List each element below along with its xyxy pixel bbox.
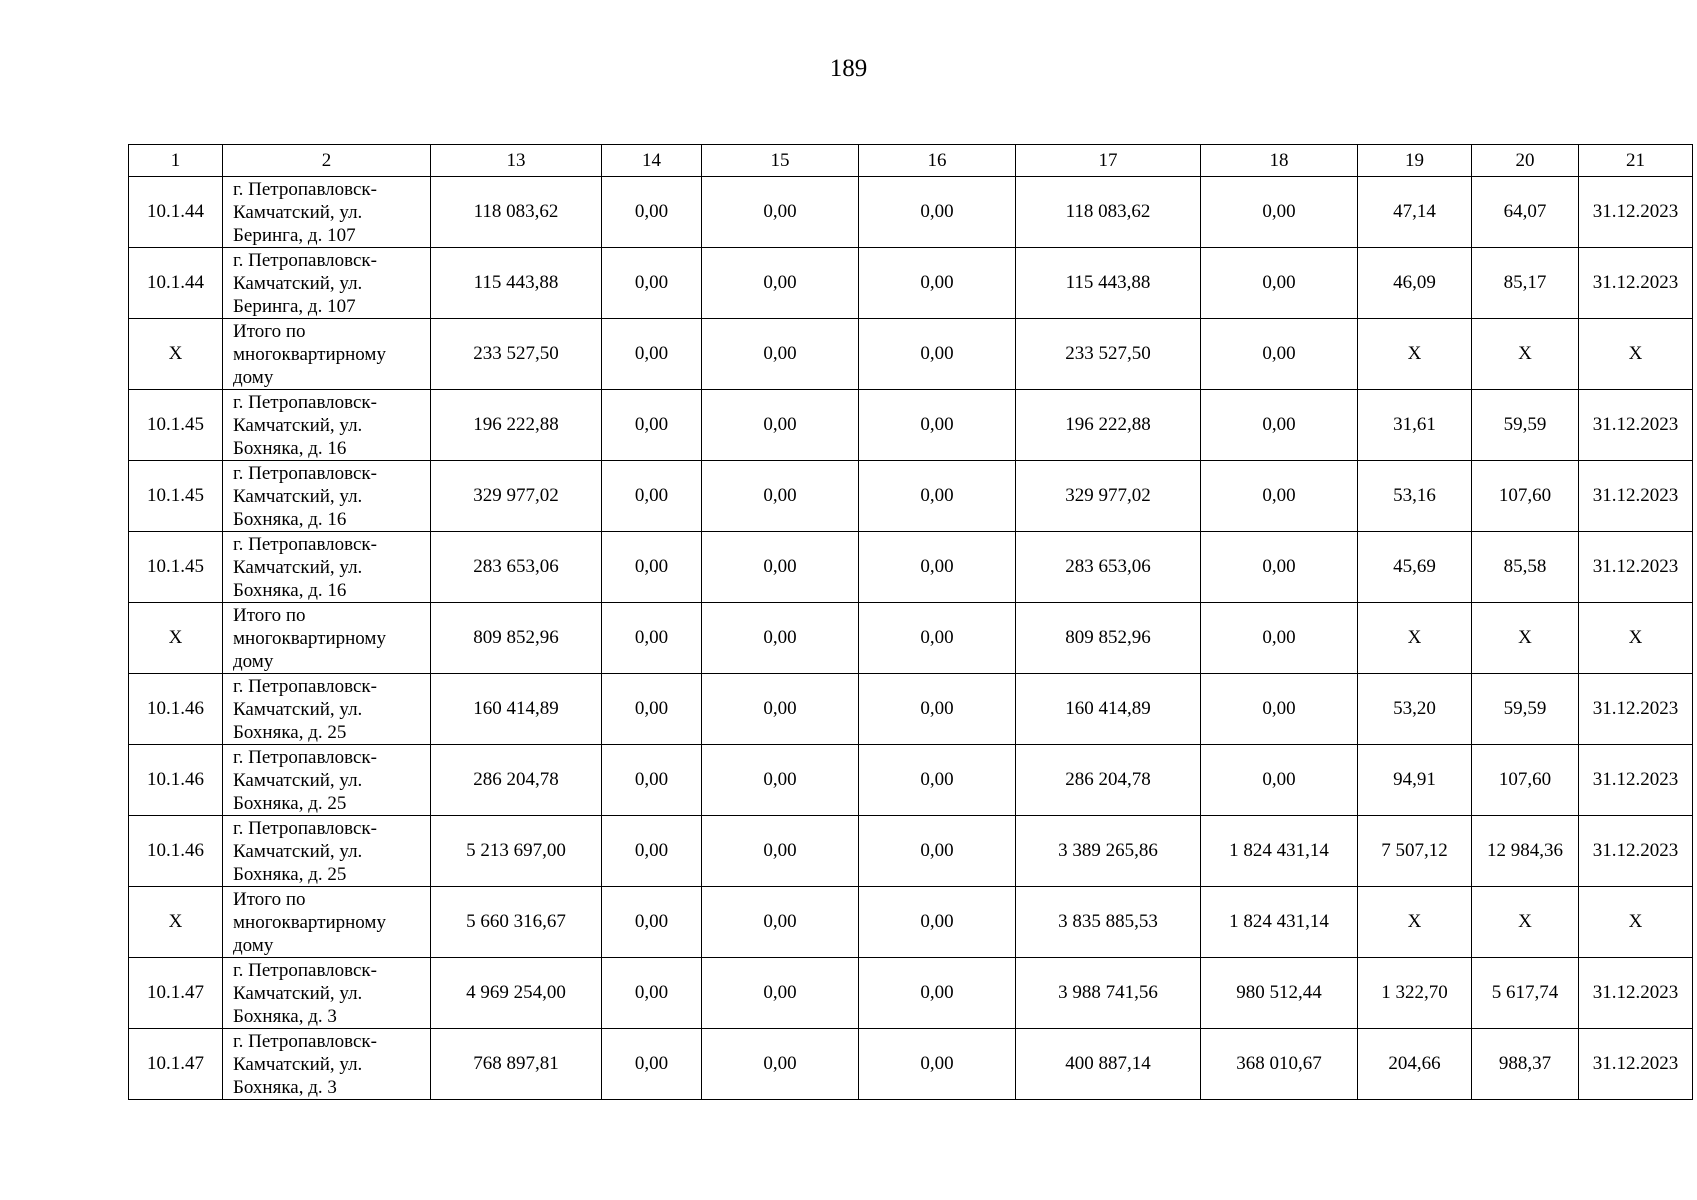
table-cell: 3 389 265,86	[1016, 816, 1201, 887]
address-cell: Итого по многоквартирному дому	[223, 603, 431, 674]
table-cell: 118 083,62	[431, 177, 602, 248]
table-cell: 7 507,12	[1358, 816, 1472, 887]
table-cell: 1 824 431,14	[1201, 887, 1358, 958]
table-cell: 115 443,88	[1016, 248, 1201, 319]
table-cell: X	[129, 887, 223, 958]
table-row	[129, 745, 1693, 816]
table-cell: 10.1.45	[129, 461, 223, 532]
table-cell: 233 527,50	[431, 319, 602, 390]
table-cell: 5 617,74	[1472, 958, 1579, 1029]
table-cell: 10.1.47	[129, 958, 223, 1029]
table-cell: 10.1.46	[129, 745, 223, 816]
address-cell: г. Петропавловск-Камчатский, ул. Бохняка, д. 25	[223, 816, 431, 887]
table-row	[129, 390, 1693, 461]
table-cell: 0,00	[859, 390, 1016, 461]
table-cell: 0,00	[859, 674, 1016, 745]
table-cell: 0,00	[859, 177, 1016, 248]
table-cell: 10.1.46	[129, 816, 223, 887]
table-cell: 160 414,89	[431, 674, 602, 745]
table-cell: 10.1.47	[129, 1029, 223, 1100]
table-cell: 3 988 741,56	[1016, 958, 1201, 1029]
table-row	[129, 887, 1693, 958]
table-cell: 0,00	[702, 461, 859, 532]
table-cell: 0,00	[602, 390, 702, 461]
table-cell: 0,00	[859, 319, 1016, 390]
column-header: 18	[1201, 145, 1358, 177]
table-cell: 45,69	[1358, 532, 1472, 603]
address-cell: г. Петропавловск-Камчатский, ул. Бохняка, д. 16	[223, 532, 431, 603]
table-cell: 988,37	[1472, 1029, 1579, 1100]
table-cell: 0,00	[602, 958, 702, 1029]
table-cell: 4 969 254,00	[431, 958, 602, 1029]
address-cell: Итого по многоквартирному дому	[223, 887, 431, 958]
table-row	[129, 603, 1693, 674]
column-header: 13	[431, 145, 602, 177]
data-table	[128, 144, 1693, 1100]
table-cell: 12 984,36	[1472, 816, 1579, 887]
table-cell: 0,00	[602, 887, 702, 958]
table-cell: 0,00	[859, 745, 1016, 816]
table-cell: 0,00	[702, 248, 859, 319]
table-cell: 0,00	[859, 532, 1016, 603]
table-cell: 0,00	[1201, 603, 1358, 674]
table-cell: X	[1358, 603, 1472, 674]
table-row	[129, 674, 1693, 745]
table-cell: 0,00	[1201, 319, 1358, 390]
table-cell: 85,58	[1472, 532, 1579, 603]
table-cell: 204,66	[1358, 1029, 1472, 1100]
table-cell: 0,00	[602, 745, 702, 816]
table-cell: 107,60	[1472, 461, 1579, 532]
table-row	[129, 319, 1693, 390]
table-cell: 0,00	[702, 887, 859, 958]
table-cell: 0,00	[702, 745, 859, 816]
table-cell: 768 897,81	[431, 1029, 602, 1100]
table-cell: 0,00	[702, 319, 859, 390]
table-cell: 0,00	[859, 887, 1016, 958]
table-cell: 10.1.44	[129, 177, 223, 248]
table-cell: 0,00	[702, 603, 859, 674]
table-cell: 5 660 316,67	[431, 887, 602, 958]
address-cell: г. Петропавловск-Камчатский, ул. Бохняка, д. 16	[223, 390, 431, 461]
table-cell: 107,60	[1472, 745, 1579, 816]
table-cell: 1 824 431,14	[1201, 816, 1358, 887]
table-row	[129, 816, 1693, 887]
table-cell: 0,00	[602, 674, 702, 745]
table-row	[129, 532, 1693, 603]
table-cell: 53,20	[1358, 674, 1472, 745]
table-row	[129, 248, 1693, 319]
table-cell: 809 852,96	[431, 603, 602, 674]
table-row	[129, 177, 1693, 248]
table-cell: X	[1579, 887, 1693, 958]
address-cell: г. Петропавловск-Камчатский, ул. Бохняка, д. 16	[223, 461, 431, 532]
table-cell: 0,00	[602, 248, 702, 319]
table-cell: 0,00	[1201, 390, 1358, 461]
table-cell: 85,17	[1472, 248, 1579, 319]
table-cell: 31.12.2023	[1579, 958, 1693, 1029]
address-cell: г. Петропавловск-Камчатский, ул. Бохняка, д. 25	[223, 745, 431, 816]
table-cell: X	[1472, 603, 1579, 674]
table-cell: 0,00	[1201, 674, 1358, 745]
table-cell: 64,07	[1472, 177, 1579, 248]
table-cell: 31,61	[1358, 390, 1472, 461]
table-cell: 0,00	[702, 532, 859, 603]
table-cell: 5 213 697,00	[431, 816, 602, 887]
table-cell: 0,00	[859, 958, 1016, 1029]
column-header: 16	[859, 145, 1016, 177]
table-cell: 10.1.45	[129, 390, 223, 461]
table-cell: 47,14	[1358, 177, 1472, 248]
table-cell: 0,00	[602, 319, 702, 390]
table-cell: 0,00	[859, 248, 1016, 319]
table-cell: 329 977,02	[431, 461, 602, 532]
column-header: 20	[1472, 145, 1579, 177]
table-cell: 10.1.44	[129, 248, 223, 319]
table-cell: X	[1579, 319, 1693, 390]
table-cell: 286 204,78	[431, 745, 602, 816]
table-cell: 0,00	[602, 1029, 702, 1100]
table-cell: X	[1472, 887, 1579, 958]
table-cell: 196 222,88	[1016, 390, 1201, 461]
table-cell: 31.12.2023	[1579, 248, 1693, 319]
table-cell: 0,00	[1201, 177, 1358, 248]
table-cell: 31.12.2023	[1579, 674, 1693, 745]
table-cell: 10.1.46	[129, 674, 223, 745]
table-cell: 94,91	[1358, 745, 1472, 816]
table-cell: 3 835 885,53	[1016, 887, 1201, 958]
table-cell: 0,00	[859, 816, 1016, 887]
table-cell: X	[129, 319, 223, 390]
address-cell: Итого по многоквартирному дому	[223, 319, 431, 390]
table-cell: X	[1358, 319, 1472, 390]
table-cell: 1 322,70	[1358, 958, 1472, 1029]
table-cell: 329 977,02	[1016, 461, 1201, 532]
table-cell: 283 653,06	[431, 532, 602, 603]
table-row	[129, 958, 1693, 1029]
table-cell: 0,00	[602, 816, 702, 887]
table-cell: 31.12.2023	[1579, 461, 1693, 532]
table-cell: 10.1.45	[129, 532, 223, 603]
table-cell: 196 222,88	[431, 390, 602, 461]
column-header: 21	[1579, 145, 1693, 177]
table-cell: 0,00	[859, 461, 1016, 532]
table-cell: 115 443,88	[431, 248, 602, 319]
table-cell: 118 083,62	[1016, 177, 1201, 248]
address-cell: г. Петропавловск-Камчатский, ул. Бохняка, д. 25	[223, 674, 431, 745]
table-cell: X	[129, 603, 223, 674]
table-cell: 400 887,14	[1016, 1029, 1201, 1100]
header-row	[129, 145, 1693, 177]
column-header: 19	[1358, 145, 1472, 177]
table-cell: 31.12.2023	[1579, 745, 1693, 816]
address-cell: г. Петропавловск-Камчатский, ул. Бохняка, д. 3	[223, 958, 431, 1029]
table-header	[129, 145, 1693, 177]
table-cell: 0,00	[702, 958, 859, 1029]
table-body	[129, 177, 1693, 1100]
table-cell: 53,16	[1358, 461, 1472, 532]
table-cell: 59,59	[1472, 390, 1579, 461]
table-cell: 46,09	[1358, 248, 1472, 319]
table-cell: 286 204,78	[1016, 745, 1201, 816]
table-cell: 0,00	[602, 532, 702, 603]
table-cell: 0,00	[602, 461, 702, 532]
table-cell: X	[1579, 603, 1693, 674]
table-cell: 368 010,67	[1201, 1029, 1358, 1100]
table-cell: 160 414,89	[1016, 674, 1201, 745]
column-header: 2	[223, 145, 431, 177]
table-cell: 0,00	[1201, 248, 1358, 319]
table-cell: 980 512,44	[1201, 958, 1358, 1029]
table-cell: 0,00	[859, 603, 1016, 674]
table-cell: 0,00	[702, 674, 859, 745]
table-cell: 31.12.2023	[1579, 816, 1693, 887]
table-cell: 0,00	[702, 816, 859, 887]
table-row	[129, 1029, 1693, 1100]
address-cell: г. Петропавловск-Камчатский, ул. Беринга, д. 107	[223, 177, 431, 248]
column-header: 1	[129, 145, 223, 177]
table-cell: 0,00	[602, 177, 702, 248]
page-number: 189	[829, 55, 868, 82]
table-cell: 0,00	[702, 177, 859, 248]
table-cell: 31.12.2023	[1579, 390, 1693, 461]
column-header: 15	[702, 145, 859, 177]
table-cell: 0,00	[702, 1029, 859, 1100]
column-header: 14	[602, 145, 702, 177]
table-cell: 59,59	[1472, 674, 1579, 745]
address-cell: г. Петропавловск-Камчатский, ул. Беринга, д. 107	[223, 248, 431, 319]
table-cell: X	[1358, 887, 1472, 958]
table-cell: 0,00	[859, 1029, 1016, 1100]
table-cell: 809 852,96	[1016, 603, 1201, 674]
table-cell: 0,00	[702, 390, 859, 461]
table-cell: 0,00	[1201, 461, 1358, 532]
table-cell: 31.12.2023	[1579, 532, 1693, 603]
table-cell: 233 527,50	[1016, 319, 1201, 390]
table-cell: 283 653,06	[1016, 532, 1201, 603]
table-cell: 0,00	[602, 603, 702, 674]
column-header: 17	[1016, 145, 1201, 177]
table-cell: 0,00	[1201, 745, 1358, 816]
table-cell: X	[1472, 319, 1579, 390]
table-cell: 31.12.2023	[1579, 1029, 1693, 1100]
table-row	[129, 461, 1693, 532]
table-cell: 31.12.2023	[1579, 177, 1693, 248]
table-cell: 0,00	[1201, 532, 1358, 603]
address-cell: г. Петропавловск-Камчатский, ул. Бохняка, д. 3	[223, 1029, 431, 1100]
